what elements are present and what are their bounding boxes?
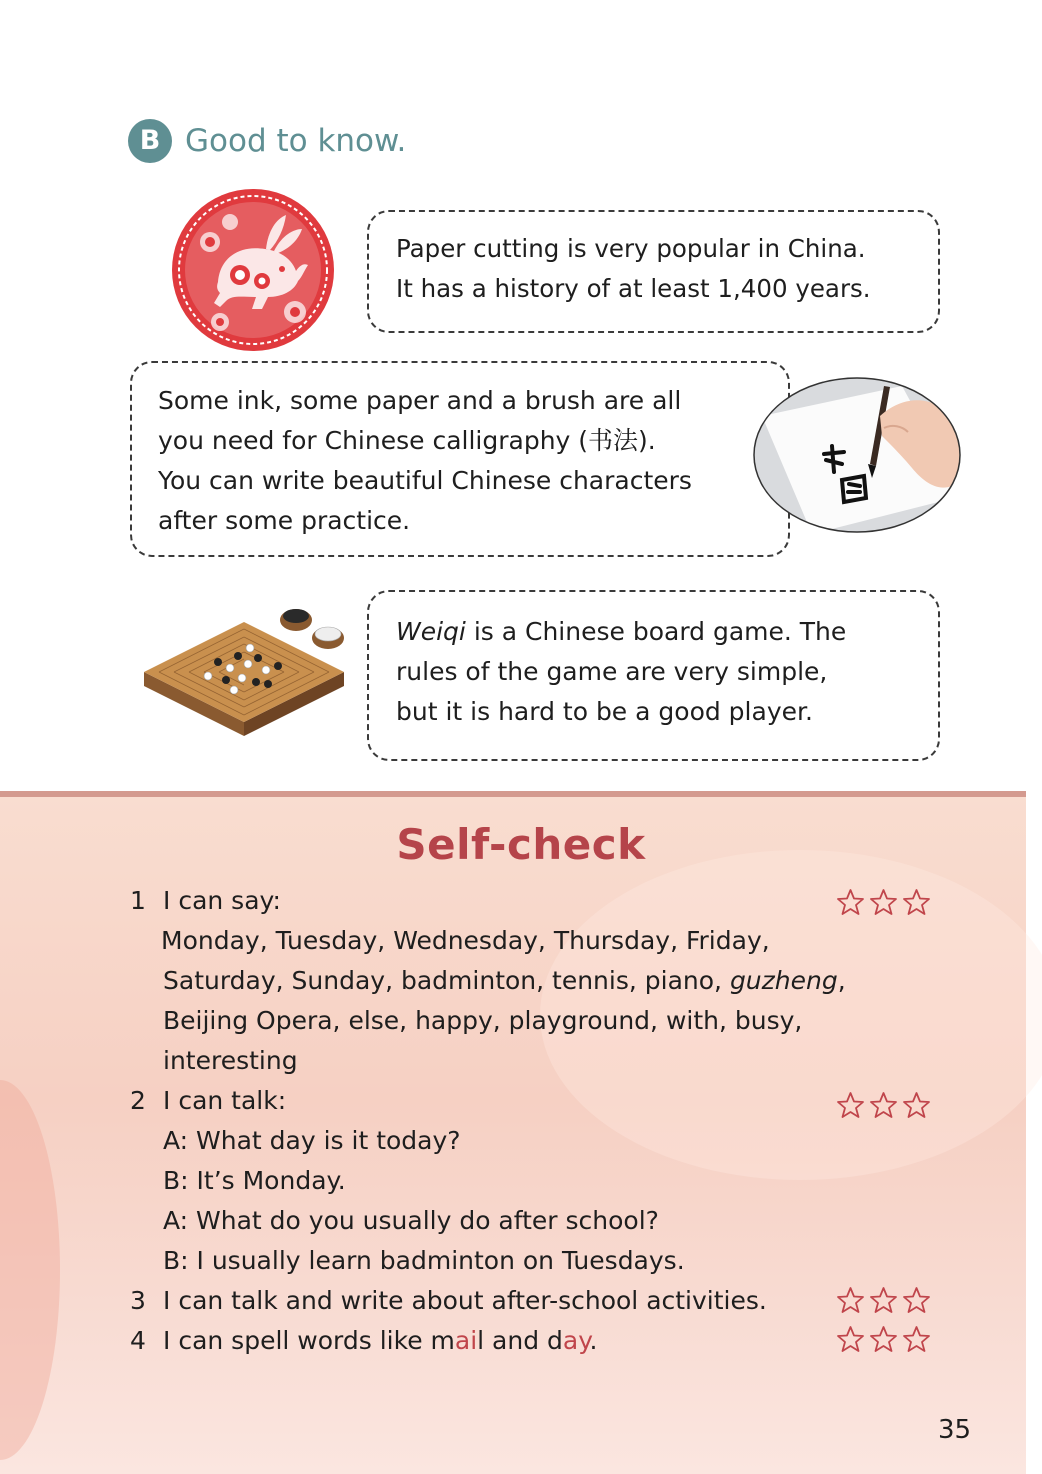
calligraphy-image (752, 376, 962, 534)
fact-line: but it is hard to be a good player. (396, 697, 813, 726)
dialogue-line: B: It’s Monday. (163, 1166, 346, 1195)
star-icon[interactable] (902, 888, 931, 916)
weiqi-board-image (138, 600, 350, 740)
label-text: l and d (477, 1326, 563, 1355)
item-number: 3 (130, 1286, 146, 1315)
section-title: Good to know. (185, 123, 407, 159)
item-label: I can say: (163, 886, 281, 915)
self-check-title: Self-check (396, 820, 646, 869)
paper-cutting-fact-box (367, 210, 940, 333)
vocab-line: interesting (163, 1046, 298, 1075)
vocab-italic: guzheng (729, 966, 838, 995)
star-icon[interactable] (836, 888, 865, 916)
page-number: 35 (938, 1415, 972, 1445)
weiqi-fact-box (367, 590, 940, 761)
vocab-line: Beijing Opera, else, happy, playground, with, busy, (163, 1006, 803, 1035)
star-icon[interactable] (902, 1325, 931, 1353)
vocab-line: Monday, Tuesday, Wednesday, Thursday, Friday, (161, 926, 770, 955)
calligraphy-fact-box (130, 361, 790, 557)
star-rating-4[interactable] (836, 1325, 931, 1353)
star-rating-3[interactable] (836, 1286, 931, 1314)
fact-line (396, 612, 900, 652)
star-rating-1[interactable] (836, 888, 931, 916)
fact-line: It has a history of at least 1,400 years. (396, 274, 871, 303)
item-number: 1 (130, 886, 146, 915)
fact-line: You can write beautiful Chinese characters (158, 466, 692, 495)
fact-text: is a Chinese board game. The (465, 617, 847, 646)
star-icon[interactable] (869, 888, 898, 916)
item-label: I can talk and write about after-school activities. (163, 1286, 767, 1315)
section-badge: B (128, 119, 172, 163)
fact-line: after some practice. (158, 506, 411, 535)
label-text: . (589, 1326, 598, 1355)
star-icon[interactable] (869, 1091, 898, 1119)
fact-line: rules of the game are very simple, (396, 657, 828, 686)
paper-cutting-image (170, 187, 336, 353)
item-number: 4 (130, 1326, 146, 1355)
dialogue-line: A: What day is it today? (163, 1126, 461, 1155)
highlight-letters: ai (454, 1326, 478, 1355)
star-icon[interactable] (902, 1091, 931, 1119)
vocab-text: Saturday, Sunday, badminton, tennis, piano, (163, 966, 730, 995)
vocab-line (163, 964, 846, 998)
star-rating-2[interactable] (836, 1091, 931, 1119)
star-icon[interactable] (836, 1091, 865, 1119)
item-number: 2 (130, 1086, 146, 1115)
divider (0, 791, 1026, 797)
label-text: I can spell words like m (163, 1326, 455, 1355)
fact-line: you need for Chinese calligraphy (书法). (158, 426, 656, 455)
star-icon[interactable] (836, 1286, 865, 1314)
star-icon[interactable] (902, 1286, 931, 1314)
star-icon[interactable] (869, 1286, 898, 1314)
weiqi-word: Weiqi (396, 617, 466, 646)
dialogue-line: A: What do you usually do after school? (163, 1206, 659, 1235)
fact-line: Some ink, some paper and a brush are all (158, 386, 682, 415)
item-label (163, 1324, 597, 1358)
star-icon[interactable] (869, 1325, 898, 1353)
star-icon[interactable] (836, 1325, 865, 1353)
item-label: I can talk: (163, 1086, 287, 1115)
dialogue-line: B: I usually learn badminton on Tuesdays. (163, 1246, 685, 1275)
highlight-letters: ay (562, 1326, 590, 1355)
fact-line: Paper cutting is very popular in China. (396, 234, 866, 263)
vocab-text: , (837, 966, 846, 995)
